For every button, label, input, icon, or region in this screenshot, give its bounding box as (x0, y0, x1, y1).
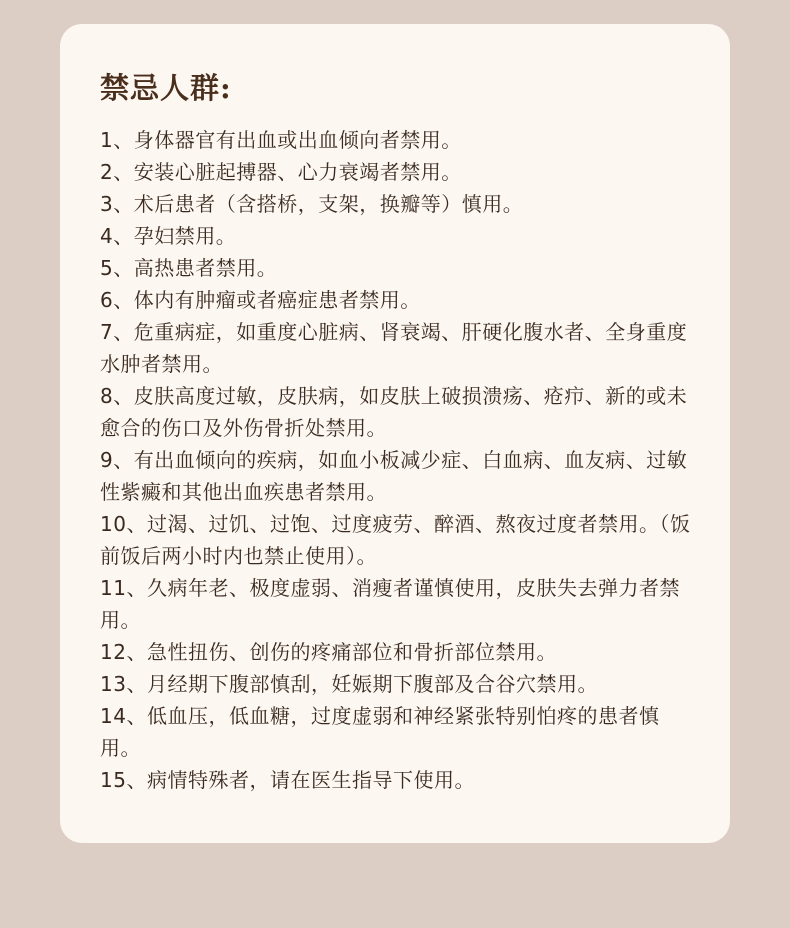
list-item: 8、皮肤高度过敏，皮肤病，如皮肤上破损溃疡、疮疖、新的或未愈合的伤口及外伤骨折处禁用。 (100, 384, 688, 440)
list-item: 14、低血压，低血糖，过度虚弱和神经紧张特别怕疼的患者慎用。 (100, 704, 660, 760)
list-item: 11、久病年老、极度虚弱、消瘦者谨慎使用，皮肤失去弹力者禁用。 (100, 576, 680, 632)
section-title: 禁忌人群: (100, 71, 232, 105)
list-item: 12、急性扭伤、创伤的疼痛部位和骨折部位禁用。 (100, 640, 557, 664)
list-item: 6、体内有肿瘤或者癌症患者禁用。 (100, 288, 421, 312)
list-item: 15、病情特殊者，请在医生指导下使用。 (100, 768, 475, 792)
list-item: 5、高热患者禁用。 (100, 256, 278, 280)
contraindication-list (100, 124, 700, 796)
list-item: 4、孕妇禁用。 (100, 224, 237, 248)
list-item: 10、过渴、过饥、过饱、过度疲劳、醉酒、熬夜过度者禁用。（饭前饭后两小时内也禁止使用）。 (100, 512, 691, 568)
list-item: 2、安装心脏起搏器、心力衰竭者禁用。 (100, 160, 462, 184)
list-item: 1、身体器官有出血或出血倾向者禁用。 (100, 128, 462, 152)
list-item: 9、有出血倾向的疾病，如血小板减少症、白血病、血友病、过敏性紫癜和其他出血疾患者禁用。 (100, 448, 688, 504)
contraindications-card (60, 24, 730, 843)
list-item: 3、术后患者（含搭桥，支架，换瓣等）慎用。 (100, 192, 524, 216)
list-item: 13、月经期下腹部慎刮，妊娠期下腹部及合谷穴禁用。 (100, 672, 598, 696)
list-item: 7、危重病症，如重度心脏病、肾衰竭、肝硬化腹水者、全身重度水肿者禁用。 (100, 320, 688, 376)
